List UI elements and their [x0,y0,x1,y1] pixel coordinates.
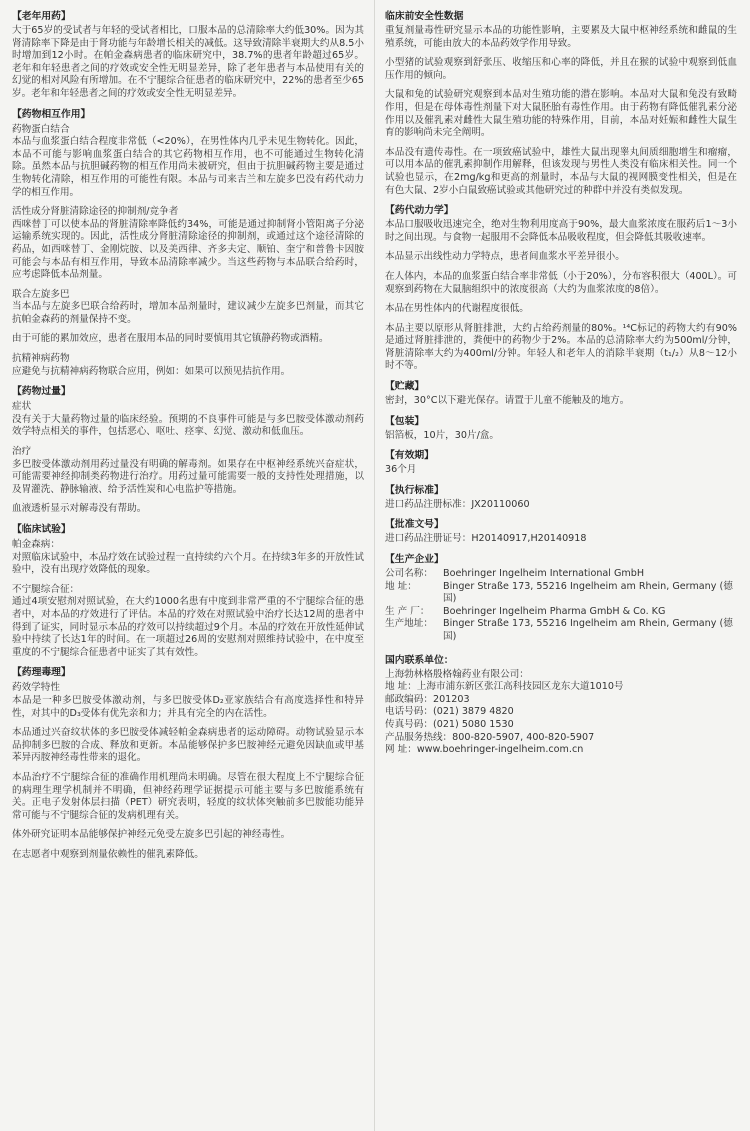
subheading-antipsychotics: 抗精神病药物 [12,353,70,365]
pharmacodynamics-text-1: 本品是一种多巴胺受体激动剂，与多巴胺受体D₂亚家族结合有高度选择性和特异性，对其中的D₃受体有优先亲和力；并具有完全的内在活性。 [12,694,364,719]
row-label: 生产地址： [385,618,433,630]
section-title-overdose: 【药物过量】 [12,386,71,398]
pharmacodynamics-text-3: 本品治疗不宁腿综合征的准确作用机理尚未明确。尽管在很大程度上不宁腿综合征的病理生理学机制并不明确，但神经药理学证据提示可能主要与多巴胺能系统有关。正电子发射体层扫描（PET）研究表明，轻度的纹状体突触前多巴胺能功能异常可能与不宁腿综合征的发病机理有关。 [12,771,364,821]
levodopa-text: 当本品与左旋多巴联合给药时，增加本品剂量时，建议减少左旋多巴剂量，而其它抗帕金森药的剂量保持不变。 [12,301,364,325]
production-plant-row [385,606,737,619]
package-text: 铝箔板，10片，30片/盒。 [385,429,499,441]
treatment-text: 多巴胺受体激动剂用药过量没有明确的解毒剂。如果存在中枢神经系统兴奋症状，可能需要神经抑制类药物进行治疗。用药过量可能需要一般的支持性处理措施，以及胃灌洗、静脉输液、给予活性炭和心电监护等措施。 [12,458,364,495]
contact-fax: 传真号码：(021) 5080 1530 [385,718,514,730]
section-title-pharmacokinetics: 【药代动力学】 [385,205,454,217]
preclinical-text-1: 重复剂量毒性研究显示本品的功能性影响，主要累及大鼠中枢神经系统和雌鼠的生殖系统，可能由放大的本品药效学作用导致。 [385,25,737,49]
pharmacodynamics-text-2: 本品通过兴奋纹状体的多巴胺受体减轻帕金森病患者的运动障碍。动物试验显示本品抑制多巴胺的合成、释放和更新。本品能够保护多巴胺神经元避免因缺血或甲基苯异丙胺神经毒性带来的退化。 [12,727,364,764]
parkinsons-text: 对照临床试验中，本品疗效在试验过程一直持续约六个月。在持续3年多的开放性试验中，没有出现疗效降低的现象。 [12,551,364,576]
section-title-interactions: 【药物相互作用】 [12,108,91,120]
section-title-standard: 【执行标准】 [385,484,444,496]
subheading-levodopa: 联合左旋多巴 [12,288,70,300]
preclinical-text-2: 小型猪的试验观察到舒张压、收缩压和心率的降低，并且在猴的试验中观察到低血压作用的倾向。 [385,57,737,81]
preclinical-text-4: 本品没有遗传毒性。在一项致癌试验中，雄性大鼠出现睾丸间质细胞增生和瘤瘤，可以用本品的催乳素抑制作用解释，但该发现与男性人类没有临床相关性。同一个试验也显示，在2mg/kg和更高的剂量时，本品与大鼠的视网膜变性相关，但是在有色大鼠、2岁小白鼠致癌试验或其他研究过的种群中并没有类似发现。 [385,146,737,196]
subheading-parkinsons: 帕金森病： [12,539,60,550]
section-title-storage: 【贮藏】 [385,381,425,393]
elderly-text: 大于65岁的受试者与年轻的受试者相比，口服本品的总清除率大约低30%。因为其肾清除率下降是由于肾功能与年龄增长相关的减低。这导致清除半衰期大约从8.5小时增加到12小时。在帕金森病患者的临床研究中，38.7%的患者年龄超过65岁。老年和年轻患者之间的疗效或安全性无明显差异，除了老年患者与本品使用有关的幻觉的相对风险有所增加。在不宁腿综合征患者的临床研究中，22%的患者至少65岁。老年和年轻患者之间的疗效或安全性无明显差异。 [12,25,364,99]
preclinical-text-3: 大鼠和兔的试验研究观察到本品对生殖功能的潜在影响。本品对大鼠和兔没有致畸作用，但是在母体毒性剂量下对大鼠胚胎有毒性作用。由于药物有降低催乳素分泌作用以及催乳素对雌性大鼠生殖功能的特殊作用，目前，本品对妊娠和雌性大鼠生育的影响尚未完全阐明。 [385,89,737,139]
symptoms-text: 没有关于大量药物过量的临床经验。预期的不良事件可能是与多巴胺受体激动剂药效学特点相关的事件，包括恶心、呕吐、痉挛、幻觉、激动和低血压。 [12,413,364,438]
subheading-treatment: 治疗 [12,446,32,458]
section-title-manufacturer: 【生产企业】 [385,554,444,566]
subheading-rls: 不宁腿综合征： [12,583,80,595]
row-value: Boehringer Ingelheim International GmbH [443,568,645,580]
contact-hotline: 产品服务热线：800-820-5907, 400-820-5907 [385,731,595,743]
section-title-pharmacology: 【药理毒理】 [12,667,71,679]
section-title-package: 【包装】 [385,415,425,427]
dialysis-text: 血液透析显示对解毒没有帮助。 [12,503,147,515]
contact-phone: 电话号码：(021) 3879 4820 [385,706,514,718]
pk-text-3: 在人体内，本品的血浆蛋白结合率非常低（小于20%），分布容积很大（400L）。可观察到药物在大鼠脑组织中的浓度很高（大约为血浆浓度的8倍）。 [385,270,737,295]
approval-text: 进口药品注册证号：H20140917,H20140918 [385,533,587,545]
protein-binding-text: 本品与血浆蛋白结合程度非常低（<20%），在男性体内几乎未见生物转化。因此，本品不可能与影响血浆蛋白结合的其它药物相互作用，也不可能通过生物转化清除。虽然本品与抗胆碱药物的相互作用尚未被研究，但由于抗胆碱药物主要是通过生物转化清除，相互作用的可能性有限。本品与司来吉兰和左旋多巴没有药代动力学的相互作用。 [12,136,364,198]
subheading-renal-inhibitors: 活性成分肾脏清除途径的抑制剂/竞争者 [12,206,179,218]
pk-text-1: 本品口服吸收迅速完全，绝对生物利用度高于90%，最大血浆浓度在服药后1～3小时之间出现。与食物一起服用不会降低本品吸收程度，但会降低其吸收速率。 [385,219,737,243]
subheading-symptoms: 症状 [12,401,32,413]
section-title-approval: 【批准文号】 [385,519,444,531]
shelf-life-text: 36个月 [385,464,417,476]
contact-address: 地 址：上海市浦东新区张江高科技园区龙东大道1010号 [385,681,624,693]
row-value: Binger Straße 173, 55216 Ingelheim am Rhein, Germany (德国) [443,618,733,642]
manufacturer-address-row [385,581,737,606]
right-column [385,6,737,757]
row-label: 地 址： [385,580,417,592]
section-title-elderly: 【老年用药】 [12,11,71,22]
storage-text: 密封，30°C以下避光保存。请置于儿童不能触及的地方。 [385,395,630,407]
sedative-text: 由于可能的累加效应，患者在服用本品的同时要慎用其它镇静药物或酒精。 [12,333,329,345]
row-label: 公司名称： [385,568,433,580]
manufacturer-company-row [385,568,737,581]
production-address-row [385,618,737,643]
section-title-preclinical: 临床前安全性数据 [385,11,464,22]
pharmacodynamics-text-5: 在志愿者中观察到剂量依赖性的催乳素降低。 [12,848,204,860]
section-title-shelf-life: 【有效期】 [385,450,434,462]
rls-text: 通过4项安慰剂对照试验，在大约1000名患有中度到非常严重的不宁腿综合征的患者中，对本品的疗效进行了评估。本品的疗效在对照试验中治疗长达12周的患者中得到了证实，同时显示本品的疗效可以持续超过9个月。本品的疗效在开放性延伸试验中持续了长达1年的时间。在一项超过26周的安慰剂对照维持试验中，在中度至重度的不宁腿综合征患者中证实了其有效性。 [12,596,364,658]
antipsychotics-text: 应避免与抗精神病药物联合应用，例如：如果可以预见拮抗作用。 [12,365,291,377]
contact-postcode: 邮政编码：201203 [385,693,470,705]
standard-text: 进口药品注册标准：JX20110060 [385,498,530,510]
subheading-protein-binding: 药物蛋白结合 [12,123,70,135]
pk-text-2: 本品显示出线性动力学特点，患者间血浆水平差异很小。 [385,251,625,263]
contact-company: 上海勃林格殷格翰药业有限公司： [385,668,529,680]
contact-website: 网 址：www.boehringer-ingelheim.com.cn [385,744,584,756]
left-column [12,6,364,868]
row-value: Boehringer Ingelheim Pharma GmbH & Co. KG [443,605,666,617]
renal-inhibitors-text: 西咪替丁可以使本品的肾脏清除率降低约34%，可能是通过抑制肾小管阳离子分泌运输系统实现的。因此，活性成分肾脏清除途径的抑制剂，或通过这个途径清除的药品，如西咪替丁、金刚烷胺、以及美西律、齐多夫定、顺铂、奎宁和普鲁卡因胺可能会与本品有相互作用，导致本品清除率减少。当这些药物与本品联合给药时，应考虑降低本品剂量。 [12,218,364,281]
pk-text-4: 本品在男性体内的代谢程度很低。 [385,303,529,315]
subheading-pharmacodynamics: 药效学特性 [12,682,60,694]
row-label: 生 产 厂： [385,605,430,617]
pk-text-5: 本品主要以原形从肾脏排泄，大约占给药剂量的80%。¹⁴C标记的药物大约有90%是通过肾脏排泄的，粪便中的药物少于2%。本品的总清除率大约为500ml/分钟，肾脏清除率大约为400ml/分钟。年轻人和老年人的消除半衰期（t₁/₂）从8～12小时不等。 [385,322,737,372]
pharmacodynamics-text-4: 体外研究证明本品能够保护神经元免受左旋多巴引起的神经毒性。 [12,829,291,841]
column-divider [374,0,375,1131]
row-value: Binger Straße 173, 55216 Ingelheim am Rhein, Germany (德国) [443,580,733,605]
section-title-contact: 国内联系单位： [385,654,454,666]
section-title-clinical-trials: 【临床试验】 [12,524,71,535]
